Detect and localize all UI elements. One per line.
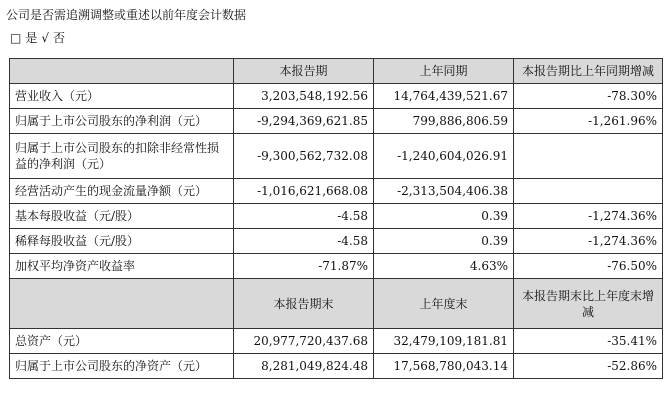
current-value: -9,300,562,732.08 <box>234 134 374 179</box>
current-value: -4.58 <box>234 204 374 229</box>
table-row <box>10 229 663 254</box>
table-row <box>10 254 663 279</box>
intro-text: 公司是否需追溯调整或重述以前年度会计数据 <box>6 8 247 22</box>
current-value: -71.87% <box>234 254 374 279</box>
current-value: -9,294,369,621.85 <box>234 109 374 134</box>
row-label: 归属于上市公司股东的扣除非经常性损益的净利润（元） <box>10 134 234 179</box>
current-value: 20,977,720,437.68 <box>234 329 374 354</box>
change-value <box>514 179 663 204</box>
change-value: -1,274.36% <box>514 204 663 229</box>
checkmark-icon: √ <box>41 31 50 45</box>
financial-data-table <box>9 58 663 379</box>
prior-value: 799,886,806.59 <box>374 109 514 134</box>
table-header-row <box>10 279 663 329</box>
header-cell-current-period: 本报告期 <box>234 59 374 84</box>
row-label: 总资产（元） <box>10 329 234 354</box>
change-value: -78.30% <box>514 84 663 109</box>
row-label: 加权平均净资产收益率 <box>10 254 234 279</box>
row-label: 稀释每股收益（元/股） <box>10 229 234 254</box>
change-value: -1,261.96% <box>514 109 663 134</box>
header-cell-prior-year-end: 上年度末 <box>374 279 514 329</box>
change-value: -35.41% <box>514 329 663 354</box>
table-row <box>10 84 663 109</box>
header-cell-change: 本报告期比上年同期增减 <box>514 59 663 84</box>
header-cell-change: 本报告期末比上年度末增减 <box>514 279 663 329</box>
change-value: -76.50% <box>514 254 663 279</box>
current-value: -1,016,621,668.08 <box>234 179 374 204</box>
checkbox-icon: □ <box>10 31 22 45</box>
prior-value: 0.39 <box>374 204 514 229</box>
prior-value: 14,764,439,521.67 <box>374 84 514 109</box>
row-label: 归属于上市公司股东的净利润（元） <box>10 109 234 134</box>
prior-value: 0.39 <box>374 229 514 254</box>
table-row <box>10 109 663 134</box>
current-value: 3,203,548,192.56 <box>234 84 374 109</box>
table-row <box>10 179 663 204</box>
restatement-choice <box>10 30 69 46</box>
table-row <box>10 134 663 179</box>
prior-value: -2,313,504,406.38 <box>374 179 514 204</box>
row-label: 基本每股收益（元/股） <box>10 204 234 229</box>
header-cell-label <box>10 279 234 329</box>
prior-value: 32,479,109,181.81 <box>374 329 514 354</box>
prior-value: -1,240,604,026.91 <box>374 134 514 179</box>
change-value: -52.86% <box>514 354 663 379</box>
prior-value: 4.63% <box>374 254 514 279</box>
header-cell-period-end: 本报告期末 <box>234 279 374 329</box>
prior-value: 17,568,780,043.14 <box>374 354 514 379</box>
change-value: -1,274.36% <box>514 229 663 254</box>
row-label: 归属于上市公司股东的净资产（元） <box>10 354 234 379</box>
header-cell-label <box>10 59 234 84</box>
row-label: 营业收入（元） <box>10 84 234 109</box>
table-row <box>10 354 663 379</box>
row-label: 经营活动产生的现金流量净额（元） <box>10 179 234 204</box>
table-row <box>10 329 663 354</box>
table-row <box>10 204 663 229</box>
choice-yes-label: 是 <box>25 31 38 45</box>
current-value: -4.58 <box>234 229 374 254</box>
table-header-row <box>10 59 663 84</box>
choice-no-label: 否 <box>53 31 66 45</box>
header-cell-prior-period: 上年同期 <box>374 59 514 84</box>
change-value <box>514 134 663 179</box>
current-value: 8,281,049,824.48 <box>234 354 374 379</box>
